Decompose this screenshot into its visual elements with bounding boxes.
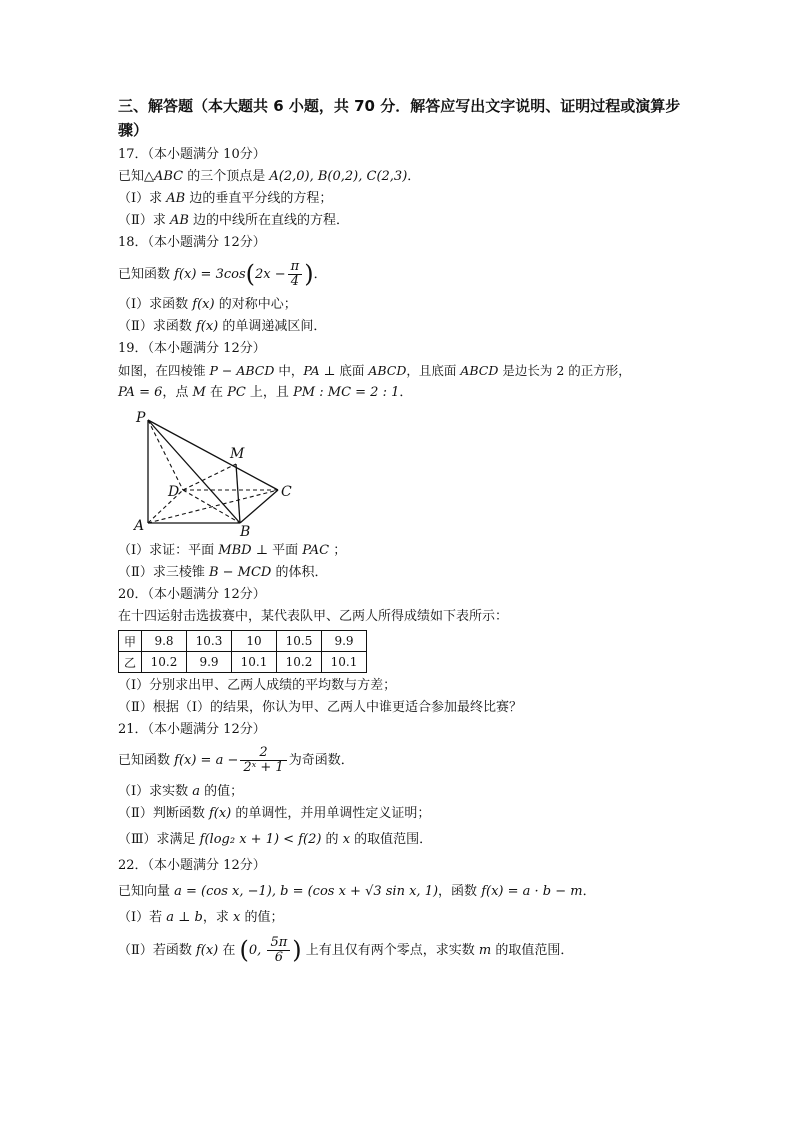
label-p: P — [136, 410, 146, 426]
table-cell: 9.9 — [322, 631, 367, 652]
math: f(x) — [195, 943, 219, 958]
section-title: 三、解答题（本大题共 6 小题，共 70 分．解答应写出文字说明、证明过程或演算步骤） — [118, 97, 681, 139]
q18-part2 — [118, 316, 688, 338]
math: f(x) = a · b − m — [481, 884, 583, 899]
text: 的对称中心； — [214, 297, 297, 312]
text: 是边长为 2 的正方形， — [498, 363, 631, 378]
label-c: C — [281, 484, 292, 500]
label-m: M — [230, 446, 245, 462]
q20-part2: （Ⅱ）根据（Ⅰ）的结果，你认为甲、乙两人中谁更适合参加最终比赛？ — [118, 700, 522, 715]
text: 如图，在四棱锥 — [118, 363, 210, 378]
frac-num: 5π — [267, 936, 290, 951]
table-row — [119, 652, 367, 673]
text: （Ⅱ）求三棱锥 — [118, 565, 209, 580]
q17-part2 — [118, 210, 688, 232]
edge-pb — [148, 420, 240, 523]
text: （Ⅰ）求实数 — [118, 784, 193, 799]
text: （Ⅰ）求 — [118, 191, 167, 206]
math: m — [478, 943, 492, 958]
q19-part1 — [118, 540, 688, 562]
math: P − ABCD — [209, 363, 275, 378]
text: 的三个顶点是 — [183, 169, 270, 184]
math: PC — [227, 385, 246, 400]
text: 中， — [274, 363, 304, 378]
text: （Ⅱ）求 — [118, 213, 170, 228]
math: AB — [169, 213, 189, 228]
text: 的值； — [240, 910, 284, 925]
paren: ) — [304, 260, 314, 288]
edge-mb — [236, 464, 240, 523]
q19-stem1 — [118, 360, 688, 382]
frac-den: 4 — [290, 274, 300, 289]
text: ，求 — [202, 910, 233, 925]
pyramid-diagram — [128, 408, 298, 538]
q21-part2 — [118, 803, 688, 825]
text: ． — [399, 385, 413, 400]
text: ⊥ 底面 — [319, 363, 369, 378]
table-cell: 10.1 — [322, 652, 367, 673]
edge-pc — [148, 420, 278, 490]
math: x — [232, 910, 241, 925]
frac-den: 2ˣ + 1 — [243, 760, 284, 775]
q21-part1 — [118, 781, 688, 803]
table-cell: 9.8 — [142, 631, 187, 652]
text: （Ⅰ）若 — [118, 910, 167, 925]
edge-pd — [148, 420, 183, 490]
q19-part2 — [118, 562, 688, 584]
text: 边的中线所在直线的方程． — [188, 213, 350, 228]
table-cell: 10 — [232, 631, 277, 652]
text: 上，且 — [245, 385, 294, 400]
q20-head: 20．（本小题满分 12分） — [118, 587, 266, 602]
text: （Ⅱ）求函数 — [118, 319, 196, 334]
paren: ( — [245, 260, 256, 288]
text: 在 — [218, 943, 240, 958]
text: ，且底面 — [406, 363, 461, 378]
q21-head: 21．（本小题满分 12分） — [118, 722, 266, 737]
q21-part3 — [118, 825, 688, 855]
math: PA = 6 — [118, 385, 163, 400]
text: ，函数 — [438, 884, 482, 899]
math: f(x) — [192, 297, 215, 312]
q17-head: 17．（本小题满分 10分） — [118, 147, 266, 162]
q22-head: 22．（本小题满分 12分） — [118, 858, 266, 873]
math: 2x − — [255, 267, 286, 282]
table-cell: 10.3 — [187, 631, 232, 652]
text: 为奇函数． — [288, 753, 354, 768]
q22-stem — [118, 877, 688, 907]
math: f(log₂ x + 1) < f(2) — [199, 832, 322, 847]
math: M — [192, 385, 206, 400]
math: x — [342, 832, 351, 847]
text: 的取值范围． — [491, 943, 574, 958]
fraction — [240, 746, 286, 775]
text: 的单调性，并用单调性定义证明； — [231, 806, 431, 821]
q17-stem — [118, 166, 688, 188]
text: （Ⅱ）若函数 — [118, 943, 196, 958]
q17-part1 — [118, 188, 688, 210]
text: （Ⅰ）求函数 — [118, 297, 193, 312]
text: 的 — [321, 832, 343, 847]
math: PA — [303, 363, 320, 378]
text: ． — [407, 169, 421, 184]
text: 已知△ — [118, 169, 154, 184]
text: （Ⅲ）求满足 — [118, 832, 200, 847]
exam-page — [118, 94, 688, 971]
math: f(x) — [195, 319, 219, 334]
text: 的单调递减区间． — [218, 319, 327, 334]
math: A(2,0), B(0,2), C(2,3) — [269, 169, 408, 184]
text: ，点 — [162, 385, 193, 400]
math: B − MCD — [208, 565, 272, 580]
q22-part2 — [118, 929, 688, 971]
text: ． — [313, 267, 327, 282]
text: ； — [329, 543, 347, 558]
table-row — [119, 631, 367, 652]
math: f(x) = 3cos — [174, 267, 246, 282]
q18-stem — [118, 254, 688, 294]
q22-part1 — [118, 907, 688, 929]
text: 边的垂直平分线的方程； — [185, 191, 333, 206]
q20-part1: （Ⅰ）分别求出甲、乙两人成绩的平均数与方差； — [118, 678, 397, 693]
label-b: B — [240, 524, 251, 538]
label-a: A — [134, 518, 145, 534]
text: 的取值范围． — [350, 832, 433, 847]
math: a ⊥ b — [166, 910, 203, 925]
text: 在 — [205, 385, 228, 400]
math: PM : MC = 2 : 1 — [293, 385, 400, 400]
math: 0, — [248, 943, 266, 958]
paren: ( — [239, 936, 249, 964]
label-d: D — [168, 484, 180, 500]
text: （Ⅱ）判断函数 — [118, 806, 209, 821]
math: a — [192, 784, 201, 799]
frac-num: π — [288, 260, 303, 275]
text: 上有且仅有两个零点，求实数 — [301, 943, 479, 958]
q20-stem: 在十四运射击选拔赛中，某代表队甲、乙两人所得成绩如下表所示： — [118, 609, 509, 624]
text: 已知函数 — [118, 267, 175, 282]
math: f(x) = a − — [174, 753, 239, 768]
q19-head: 19．（本小题满分 12分） — [118, 341, 266, 356]
math: MBD — [218, 543, 252, 558]
table-cell: 10.5 — [277, 631, 322, 652]
score-table — [118, 630, 367, 673]
table-cell: 10.2 — [142, 652, 187, 673]
paren: ) — [292, 936, 302, 964]
text: （Ⅰ）求证：平面 — [118, 543, 219, 558]
q18-head: 18．（本小题满分 12分） — [118, 235, 266, 250]
table-cell: 乙 — [119, 652, 142, 673]
math: ABC — [154, 169, 184, 184]
math: PAC — [302, 543, 330, 558]
fraction — [267, 936, 290, 965]
q19-stem2 — [118, 382, 688, 404]
table-cell: 10.1 — [232, 652, 277, 673]
math: f(x) — [208, 806, 232, 821]
frac-num: 2 — [240, 746, 286, 761]
text: 的体积． — [271, 565, 328, 580]
math: ABCD — [368, 363, 407, 378]
text: 已知向量 — [118, 884, 175, 899]
text: ． — [582, 884, 596, 899]
pyramid-figure — [128, 408, 298, 538]
math: ABCD — [460, 363, 499, 378]
table-cell: 甲 — [119, 631, 142, 652]
math: a = (cos x, −1), b = (cos x + √3 sin x, 1) — [174, 884, 439, 899]
math: AB — [166, 191, 186, 206]
q21-stem — [118, 741, 688, 781]
text: 已知函数 — [118, 753, 175, 768]
frac-den: 6 — [274, 950, 283, 965]
table-cell: 9.9 — [187, 652, 232, 673]
table-cell: 10.2 — [277, 652, 322, 673]
text: 的值； — [200, 784, 244, 799]
q18-part1 — [118, 294, 688, 316]
text: ⊥ 平面 — [251, 543, 303, 558]
fraction — [288, 260, 303, 289]
